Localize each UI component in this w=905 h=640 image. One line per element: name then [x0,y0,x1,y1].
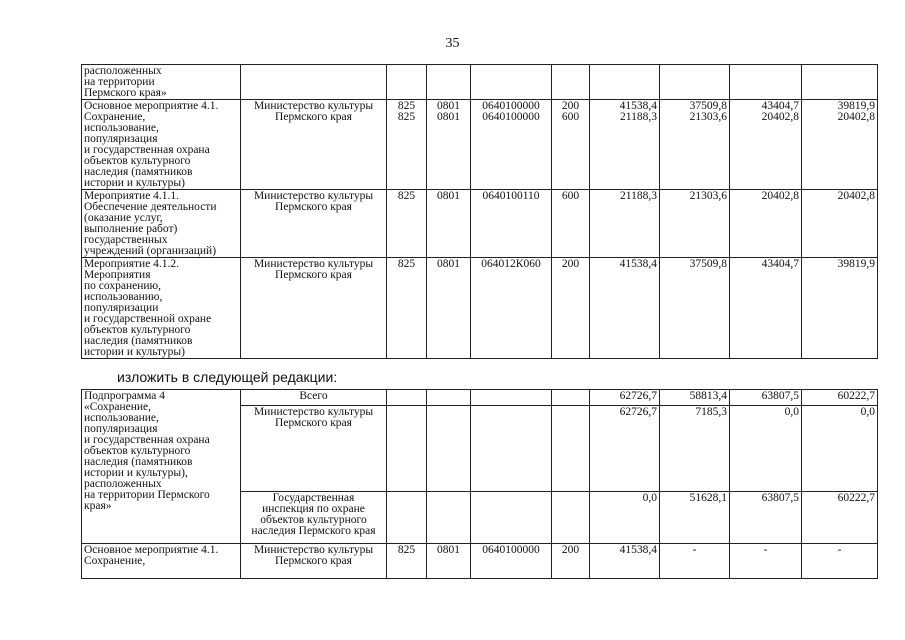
table-row [82,190,878,258]
cell-text: Министерство культуры Пермского края [253,406,374,429]
table-row [82,258,878,359]
cell-value: 20402,8 [837,111,875,123]
cell-value: 37509,8 [689,100,727,112]
cell-value [387,390,427,406]
table-row [82,65,878,100]
cell-value: 41538,4 [590,258,660,359]
cell-text: Министерство культуры Пермского края [253,544,374,567]
cell-value: 0,0 [802,406,878,492]
cell-value: 39819,9 [837,100,875,112]
cell-value: 0,0 [730,406,802,492]
cell-value: 41538,4 [619,100,657,112]
budget-table-new [81,389,878,579]
cell-value: 0801 [437,100,460,112]
cell-value: 63807,5 [730,390,802,406]
cell-text: Подпрограмма 4 «Сохранение, использование, популяризация и государственная охрана объектов культурного наследия (памятников истории и культуры), расположенных на территории Пермского края» [84,390,210,512]
cell-value: 39819,9 [802,258,878,359]
cell-value: 20402,8 [730,190,802,258]
table-row [82,390,878,406]
cell-value: 064012К060 [471,258,552,359]
cell-value: 37509,8 [660,258,730,359]
cell-value: 825 [387,258,427,359]
cell-value: - [660,544,730,579]
cell-text: Основное мероприятие 4.1. Сохранение, использование, популяризация и государственная охрана объектов культурного наследия (памятников истории и культуры) [84,100,219,189]
cell-value: 20402,8 [761,111,799,123]
table-row [82,100,878,190]
cell-value [552,492,590,544]
cell-value: - [802,544,878,579]
executor-cell [241,406,387,492]
cell-value: 63807,5 [730,492,802,544]
cell-value: 20402,8 [802,190,878,258]
cell-value [552,390,590,406]
executor-cell [241,100,387,190]
cell-value: 825 [387,544,427,579]
row-label [82,65,241,100]
cell-value: 0801 [427,190,471,258]
cell-value: 0801 [427,258,471,359]
cell-text: расположенных на территории Пермского края» [84,65,167,99]
cell-value: 0801 [437,111,460,123]
table-row [82,544,878,579]
cell-value: 51628,1 [660,492,730,544]
row-label [82,544,241,579]
cell-text: Министерство культуры Пермского края [253,100,374,123]
cell-value: 41538,4 [590,544,660,579]
page-number: 35 [445,36,460,51]
cell-value [471,390,552,406]
connector-text: изложить в следующей редакции: [117,369,338,385]
cell-value: 62726,7 [590,406,660,492]
cell-value: 43404,7 [761,100,799,112]
executor-cell [241,492,387,544]
cell-value: 21188,3 [620,111,657,123]
cell-value: 0801 [427,544,471,579]
cell-value: 0640100000 [482,100,540,112]
row-label [82,100,241,190]
cell-value: 200 [561,100,580,112]
cell-text: Министерство культуры Пермского края [253,258,374,281]
row-label [82,190,241,258]
subprogram-title [82,390,241,544]
cell-value: 825 [397,111,416,123]
cell-value: 200 [552,544,590,579]
cell-text: Основное мероприятие 4.1. Сохранение, [84,544,219,567]
cell-text: Мероприятие 4.1.1. Обеспечение деятельности (оказание услуг, выполнение работ) государственных учреждений (организаций) [84,190,217,257]
cell-value [387,406,427,492]
cell-value [427,406,471,492]
cell-value: 21188,3 [590,190,660,258]
cell-value: 600 [561,111,580,123]
row-label [82,258,241,359]
cell-value [552,406,590,492]
cell-value [427,492,471,544]
cell-value: 21303,6 [689,111,727,123]
cell-value [387,492,427,544]
cell-text: Мероприятие 4.1.2. Мероприятия по сохранению, использованию, популяризации и государственной охране объектов культурного наследия (памятников истории и культуры) [84,258,212,358]
executor-cell [241,544,387,579]
cell-value: 825 [397,100,416,112]
cell-value: 0640100000 [482,111,540,123]
executor-cell [241,190,387,258]
budget-table-old [81,64,878,359]
cell-value [471,406,552,492]
cell-value: 200 [552,258,590,359]
cell-value: 0,0 [590,492,660,544]
cell-value: 62726,7 [590,390,660,406]
cell-value [471,492,552,544]
cell-value: 60222,7 [802,492,878,544]
cell-value: 58813,4 [660,390,730,406]
cell-value: 0640100000 [471,544,552,579]
cell-value: 60222,7 [802,390,878,406]
cell-value [427,390,471,406]
cell-value: 21303,6 [660,190,730,258]
cell-text: Министерство культуры Пермского края [253,190,374,213]
cell-value: - [730,544,802,579]
cell-value: 600 [552,190,590,258]
cell-value: 43404,7 [730,258,802,359]
executor-cell [241,258,387,359]
cell-value: 825 [387,190,427,258]
cell-value: 0640100110 [471,190,552,258]
cell-text: Государственная инспекция по охране объектов культурного наследия Пермского края [251,492,376,537]
row-label: Всего [241,390,387,406]
cell-value: 7185,3 [660,406,730,492]
